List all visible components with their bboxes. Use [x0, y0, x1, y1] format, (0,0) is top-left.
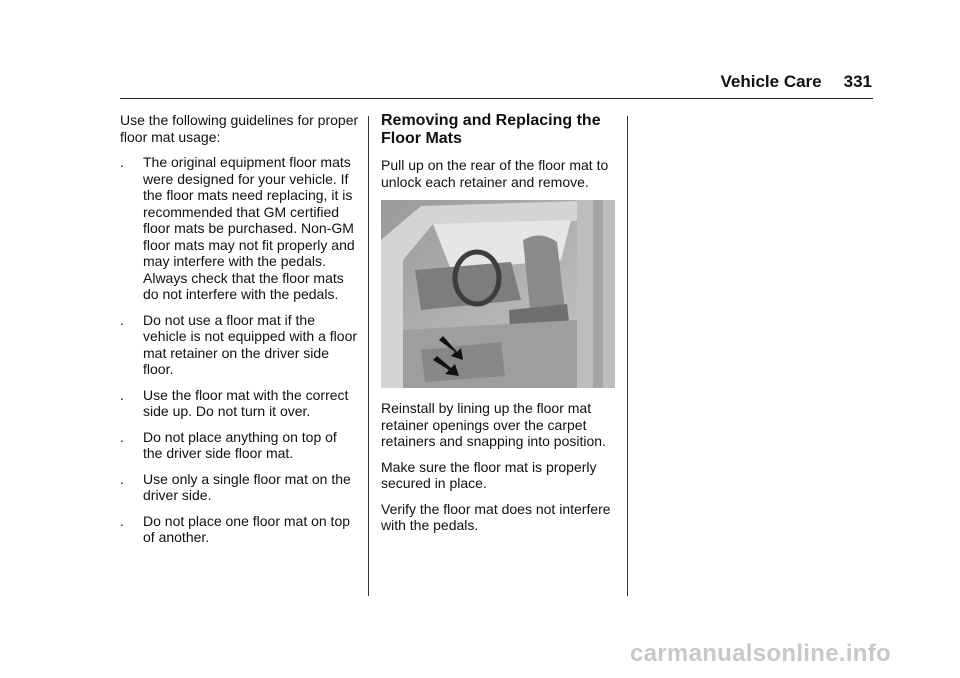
- bullet-text: Use only a single floor mat on the driver side.: [143, 470, 351, 503]
- bullet-symbol: .: [120, 311, 124, 328]
- column-middle: [381, 112, 619, 543]
- paragraph-verify: Verify the floor mat does not interfere with the pedals.: [381, 500, 611, 533]
- section-title: Vehicle Care: [720, 72, 822, 91]
- bullet-symbol: .: [120, 428, 124, 445]
- watermark: carmanualsonline.info: [630, 640, 892, 667]
- page-number: 331: [843, 72, 872, 91]
- column-divider: [368, 116, 369, 596]
- column-divider: [627, 116, 628, 596]
- list-item: [120, 312, 360, 378]
- paragraph-remove: Pull up on the rear of the floor mat to unlock each retainer and remove.: [381, 157, 609, 190]
- list-item: [120, 154, 360, 303]
- paragraph-reinstall: Reinstall by lining up the floor mat retainer openings over the carpet retainers and snapping into position.: [381, 400, 606, 449]
- list-item: [120, 513, 360, 546]
- bullet-text: Do not place one floor mat on top of another.: [143, 512, 351, 545]
- list-item: [120, 471, 360, 504]
- page-header: [721, 72, 873, 92]
- paragraph-secure: Make sure the floor mat is properly secured in place.: [381, 458, 597, 491]
- list-item: [120, 387, 360, 420]
- bullet-symbol: .: [120, 512, 124, 529]
- bullet-text: Do not place anything on top of the driver side floor mat.: [143, 428, 337, 461]
- bullet-text: Use the floor mat with the correct side up. Do not turn it over.: [143, 386, 349, 419]
- bullet-symbol: .: [120, 386, 124, 403]
- bullet-text: Do not use a floor mat if the vehicle is not equipped with a floor mat retainer on the driver side floor.: [143, 311, 358, 377]
- car-interior-floor-mat-illustration: [381, 200, 615, 388]
- bullet-symbol: .: [120, 470, 124, 487]
- bullet-symbol: .: [120, 154, 124, 170]
- intro-paragraph: Use the following guidelines for proper floor mat usage:: [120, 112, 359, 145]
- list-item: [120, 429, 360, 462]
- header-rule: [120, 98, 873, 99]
- section-heading: Removing and Replacing the Floor Mats: [381, 112, 601, 147]
- bullet-text: The original equipment floor mats were designed for your vehicle. If the floor mats need replacing, it is recommended that GM certified floor mats be purchased. Non-GM floor mats may not fit properly and may interfere with the pedals. Always check that the floor mats do not interfere with the pedals.: [143, 154, 355, 302]
- column-left: [120, 112, 360, 555]
